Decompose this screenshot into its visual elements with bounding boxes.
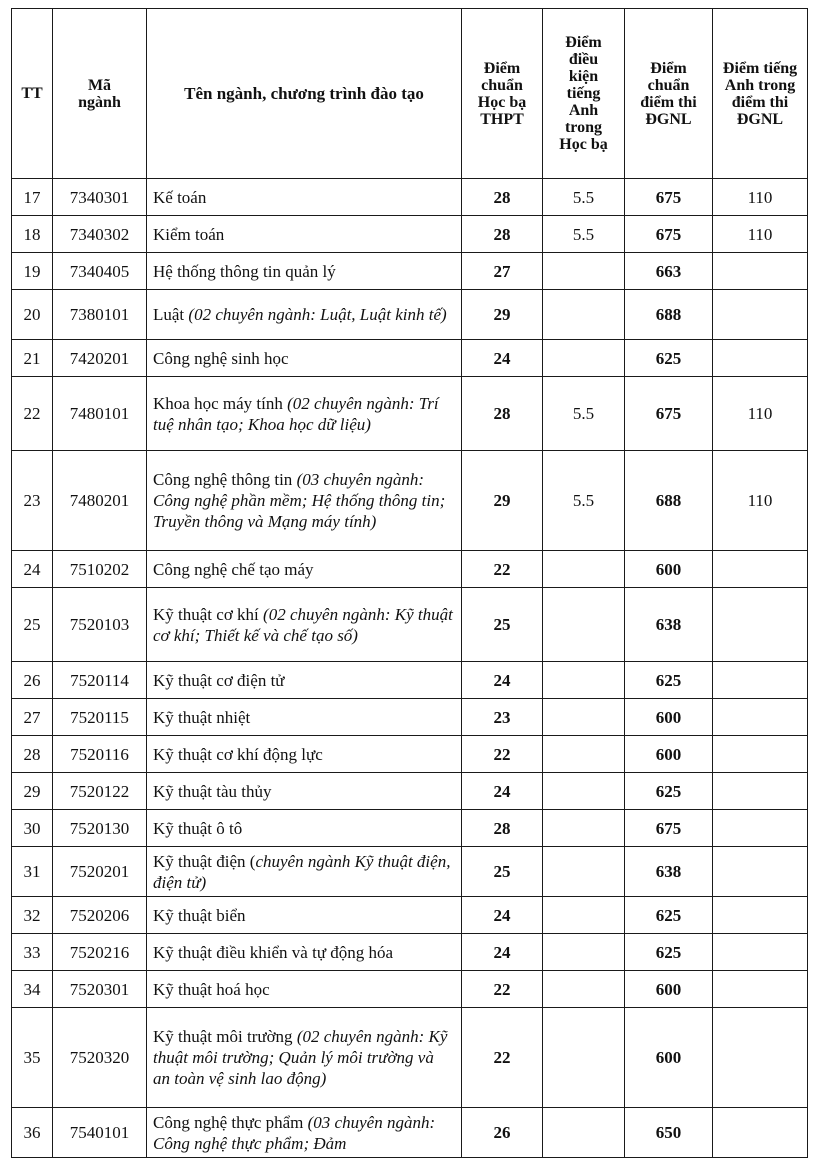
- program-note: (02 chuyên ngành: Luật, Luật kinh tế): [188, 305, 447, 324]
- cell-diem-dgnl: 625: [625, 897, 713, 934]
- program-name: Kỹ thuật điện (: [153, 851, 256, 871]
- cell-dieu-kien-tieng-anh: [543, 773, 625, 810]
- program-name: Khoa học máy tính: [153, 393, 288, 413]
- program-name: Công nghệ sinh học: [153, 348, 289, 368]
- cell-ten-nganh: [147, 340, 462, 377]
- cell-ma-nganh: 7520206: [53, 897, 147, 934]
- cell-dieu-kien-tieng-anh: [543, 1008, 625, 1108]
- cell-tieng-anh-dgnl: 110: [713, 451, 808, 551]
- cell-dieu-kien-tieng-anh: [543, 662, 625, 699]
- program-note: (03 chuyên ngành: Công nghệ phần mềm; Hệ thống thông tin; Truyền thông và Mạng máy tính): [153, 470, 446, 531]
- cell-diem-dgnl: 625: [625, 340, 713, 377]
- program-name: Kỹ thuật cơ khí động lực: [153, 744, 323, 764]
- table-header: [12, 9, 808, 179]
- cell-diem-hoc-ba: 27: [462, 253, 543, 290]
- cell-ten-nganh: [147, 699, 462, 736]
- table-body: [12, 179, 808, 1158]
- table-row: [12, 179, 808, 216]
- cell-tt: 35: [12, 1008, 53, 1108]
- cell-diem-dgnl: 625: [625, 773, 713, 810]
- cell-dieu-kien-tieng-anh: [543, 340, 625, 377]
- cell-diem-dgnl: 625: [625, 934, 713, 971]
- cell-diem-hoc-ba: 28: [462, 377, 543, 451]
- cell-diem-hoc-ba: 25: [462, 847, 543, 897]
- cell-diem-hoc-ba: 22: [462, 971, 543, 1008]
- cell-diem-dgnl: 638: [625, 588, 713, 662]
- program-name: Công nghệ thông tin: [153, 470, 297, 489]
- cell-ma-nganh: 7380101: [53, 290, 147, 340]
- cell-tt: 31: [12, 847, 53, 897]
- cell-ma-nganh: 7420201: [53, 340, 147, 377]
- table-row: [12, 699, 808, 736]
- header-dieu-kien-tieng-anh: Điểm điều kiện tiếng Anh trong Học bạ: [543, 9, 625, 179]
- cell-tt: 26: [12, 662, 53, 699]
- table-row: [12, 216, 808, 253]
- cell-dieu-kien-tieng-anh: [543, 253, 625, 290]
- cell-ten-nganh: [147, 810, 462, 847]
- table-row: [12, 1108, 808, 1158]
- cell-tieng-anh-dgnl: [713, 662, 808, 699]
- cell-ten-nganh: [147, 773, 462, 810]
- cell-diem-hoc-ba: 24: [462, 773, 543, 810]
- cell-ma-nganh: 7520114: [53, 662, 147, 699]
- cell-tt: 27: [12, 699, 53, 736]
- cell-tieng-anh-dgnl: [713, 934, 808, 971]
- cell-ma-nganh: 7340301: [53, 179, 147, 216]
- cell-tt: 30: [12, 810, 53, 847]
- cell-tt: 23: [12, 451, 53, 551]
- cell-tieng-anh-dgnl: 110: [713, 377, 808, 451]
- cell-dieu-kien-tieng-anh: [543, 847, 625, 897]
- cell-dieu-kien-tieng-anh: [543, 934, 625, 971]
- cell-ma-nganh: 7520116: [53, 736, 147, 773]
- header-ten-nganh: Tên ngành, chương trình đào tạo: [147, 9, 462, 179]
- cell-diem-hoc-ba: 29: [462, 451, 543, 551]
- cell-ten-nganh: [147, 551, 462, 588]
- cell-ten-nganh: [147, 253, 462, 290]
- cell-diem-hoc-ba: 22: [462, 551, 543, 588]
- cell-ma-nganh: 7520301: [53, 971, 147, 1008]
- cell-tt: 29: [12, 773, 53, 810]
- cell-tieng-anh-dgnl: [713, 1108, 808, 1158]
- cell-tt: 33: [12, 934, 53, 971]
- cell-ten-nganh: [147, 934, 462, 971]
- cell-tt: 21: [12, 340, 53, 377]
- program-name: Công nghệ chế tạo máy: [153, 559, 314, 579]
- table-row: [12, 847, 808, 897]
- cell-tieng-anh-dgnl: [713, 773, 808, 810]
- cell-tieng-anh-dgnl: [713, 340, 808, 377]
- table-row: [12, 588, 808, 662]
- cell-ma-nganh: 7340405: [53, 253, 147, 290]
- cell-diem-hoc-ba: 26: [462, 1108, 543, 1158]
- program-name: Kỹ thuật môi trường: [153, 1027, 297, 1046]
- cell-dieu-kien-tieng-anh: [543, 588, 625, 662]
- program-name: Kế toán: [153, 187, 207, 207]
- cell-tieng-anh-dgnl: [713, 290, 808, 340]
- cell-dieu-kien-tieng-anh: [543, 290, 625, 340]
- table-row: [12, 340, 808, 377]
- cell-diem-hoc-ba: 28: [462, 810, 543, 847]
- cell-tieng-anh-dgnl: [713, 897, 808, 934]
- program-name: Kỹ thuật hoá học: [153, 979, 270, 999]
- program-note: (02 chuyên ngành: Trí tuệ nhân tạo; Khoa học dữ liệu): [153, 393, 439, 434]
- cell-dieu-kien-tieng-anh: 5.5: [543, 451, 625, 551]
- cell-dieu-kien-tieng-anh: [543, 1108, 625, 1158]
- cell-tt: 18: [12, 216, 53, 253]
- cell-diem-hoc-ba: 24: [462, 934, 543, 971]
- cell-diem-dgnl: 675: [625, 179, 713, 216]
- cell-ma-nganh: 7520115: [53, 699, 147, 736]
- table-row: [12, 810, 808, 847]
- cell-diem-dgnl: 675: [625, 377, 713, 451]
- cell-diem-dgnl: 663: [625, 253, 713, 290]
- cell-diem-dgnl: 675: [625, 216, 713, 253]
- cell-diem-hoc-ba: 24: [462, 662, 543, 699]
- cell-ma-nganh: 7520320: [53, 1008, 147, 1108]
- cell-diem-dgnl: 688: [625, 290, 713, 340]
- table-row: [12, 773, 808, 810]
- cell-dieu-kien-tieng-anh: [543, 971, 625, 1008]
- table-row: [12, 934, 808, 971]
- cell-ten-nganh: [147, 1008, 462, 1108]
- table-row: [12, 897, 808, 934]
- program-name: Kỹ thuật nhiệt: [153, 707, 251, 727]
- cell-tieng-anh-dgnl: 110: [713, 179, 808, 216]
- cell-diem-hoc-ba: 24: [462, 897, 543, 934]
- cell-diem-dgnl: 600: [625, 1008, 713, 1108]
- cell-dieu-kien-tieng-anh: [543, 736, 625, 773]
- table-row: [12, 551, 808, 588]
- cell-tt: 32: [12, 897, 53, 934]
- program-name: Kỹ thuật cơ điện tử: [153, 670, 285, 690]
- cell-tieng-anh-dgnl: [713, 847, 808, 897]
- cell-tt: 34: [12, 971, 53, 1008]
- table-row: [12, 290, 808, 340]
- header-ma-nganh: Mã ngành: [53, 9, 147, 179]
- cell-tieng-anh-dgnl: [713, 699, 808, 736]
- table-row: [12, 253, 808, 290]
- cell-dieu-kien-tieng-anh: [543, 699, 625, 736]
- cell-diem-dgnl: 675: [625, 810, 713, 847]
- cell-dieu-kien-tieng-anh: [543, 551, 625, 588]
- cell-dieu-kien-tieng-anh: [543, 810, 625, 847]
- cell-ten-nganh: [147, 971, 462, 1008]
- table-row: [12, 1008, 808, 1108]
- cell-ten-nganh: [147, 662, 462, 699]
- cell-ma-nganh: 7340302: [53, 216, 147, 253]
- cell-diem-dgnl: 600: [625, 699, 713, 736]
- cell-tieng-anh-dgnl: [713, 736, 808, 773]
- cell-ten-nganh: [147, 897, 462, 934]
- cell-ten-nganh: [147, 1108, 462, 1158]
- cell-tt: 22: [12, 377, 53, 451]
- cell-tt: 24: [12, 551, 53, 588]
- program-name: Hệ thống thông tin quản lý: [153, 261, 336, 281]
- cell-diem-dgnl: 600: [625, 971, 713, 1008]
- program-note: chuyên ngành Kỹ thuật điện, điện tử): [153, 851, 451, 892]
- cell-ma-nganh: 7520103: [53, 588, 147, 662]
- cell-ma-nganh: 7520216: [53, 934, 147, 971]
- cell-ma-nganh: 7520130: [53, 810, 147, 847]
- program-name: Kỹ thuật cơ khí: [153, 604, 264, 624]
- program-name: Kỹ thuật biển: [153, 905, 246, 925]
- cell-diem-dgnl: 600: [625, 736, 713, 773]
- cell-diem-hoc-ba: 22: [462, 1008, 543, 1108]
- header-diem-dgnl: Điểm chuẩn điểm thi ĐGNL: [625, 9, 713, 179]
- cell-diem-hoc-ba: 29: [462, 290, 543, 340]
- cell-tt: 20: [12, 290, 53, 340]
- cell-diem-dgnl: 600: [625, 551, 713, 588]
- cell-dieu-kien-tieng-anh: 5.5: [543, 216, 625, 253]
- table-row: [12, 662, 808, 699]
- program-name: Luật: [153, 305, 189, 324]
- cell-tt: 19: [12, 253, 53, 290]
- cell-diem-dgnl: 650: [625, 1108, 713, 1158]
- cell-ma-nganh: 7520201: [53, 847, 147, 897]
- header-tieng-anh-dgnl: Điểm tiếng Anh trong điểm thi ĐGNL: [713, 9, 808, 179]
- table-row: [12, 377, 808, 451]
- cell-tieng-anh-dgnl: 110: [713, 216, 808, 253]
- cell-diem-hoc-ba: 28: [462, 179, 543, 216]
- program-name: Kiểm toán: [153, 224, 225, 244]
- cell-tieng-anh-dgnl: [713, 588, 808, 662]
- cell-tieng-anh-dgnl: [713, 810, 808, 847]
- program-name: Công nghệ thực phẩm: [153, 1112, 308, 1132]
- cell-ten-nganh: [147, 588, 462, 662]
- cell-tt: 25: [12, 588, 53, 662]
- cell-diem-hoc-ba: 24: [462, 340, 543, 377]
- cell-diem-dgnl: 638: [625, 847, 713, 897]
- cell-ma-nganh: 7540101: [53, 1108, 147, 1158]
- cell-tt: 17: [12, 179, 53, 216]
- cell-ten-nganh: [147, 377, 462, 451]
- header-tt: TT: [12, 9, 53, 179]
- cell-ma-nganh: 7510202: [53, 551, 147, 588]
- program-name: Kỹ thuật ô tô: [153, 818, 243, 838]
- cell-diem-hoc-ba: 25: [462, 588, 543, 662]
- cell-tieng-anh-dgnl: [713, 253, 808, 290]
- cell-diem-hoc-ba: 22: [462, 736, 543, 773]
- cell-diem-hoc-ba: 28: [462, 216, 543, 253]
- cell-dieu-kien-tieng-anh: [543, 897, 625, 934]
- table-row: [12, 451, 808, 551]
- table-row: [12, 971, 808, 1008]
- cell-ten-nganh: [147, 451, 462, 551]
- cell-ma-nganh: 7520122: [53, 773, 147, 810]
- cell-tt: 28: [12, 736, 53, 773]
- cell-tt: 36: [12, 1108, 53, 1158]
- cell-ma-nganh: 7480201: [53, 451, 147, 551]
- cell-diem-dgnl: 688: [625, 451, 713, 551]
- cell-ten-nganh: [147, 179, 462, 216]
- cell-dieu-kien-tieng-anh: 5.5: [543, 377, 625, 451]
- header-diem-hoc-ba: Điểm chuẩn Học bạ THPT: [462, 9, 543, 179]
- cell-ten-nganh: [147, 216, 462, 253]
- admission-score-table: [11, 8, 808, 1158]
- program-note: (02 chuyên ngành: Kỹ thuật cơ khí; Thiết kế và chế tạo số): [153, 604, 453, 645]
- cell-ten-nganh: [147, 290, 462, 340]
- cell-ten-nganh: [147, 847, 462, 897]
- cell-tieng-anh-dgnl: [713, 971, 808, 1008]
- cell-tieng-anh-dgnl: [713, 551, 808, 588]
- cell-dieu-kien-tieng-anh: 5.5: [543, 179, 625, 216]
- program-name: Kỹ thuật tàu thủy: [153, 781, 272, 801]
- cell-diem-hoc-ba: 23: [462, 699, 543, 736]
- cell-ma-nganh: 7480101: [53, 377, 147, 451]
- program-note: (02 chuyên ngành: Kỹ thuật môi trường; Quản lý môi trường và an toàn vệ sinh lao động): [153, 1027, 448, 1088]
- program-note: (03 chuyên ngành: Công nghệ thực phẩm; Đảm: [153, 1112, 436, 1153]
- table-row: [12, 736, 808, 773]
- cell-tieng-anh-dgnl: [713, 1008, 808, 1108]
- cell-ten-nganh: [147, 736, 462, 773]
- program-name: Kỹ thuật điều khiển và tự động hóa: [153, 942, 394, 962]
- cell-diem-dgnl: 625: [625, 662, 713, 699]
